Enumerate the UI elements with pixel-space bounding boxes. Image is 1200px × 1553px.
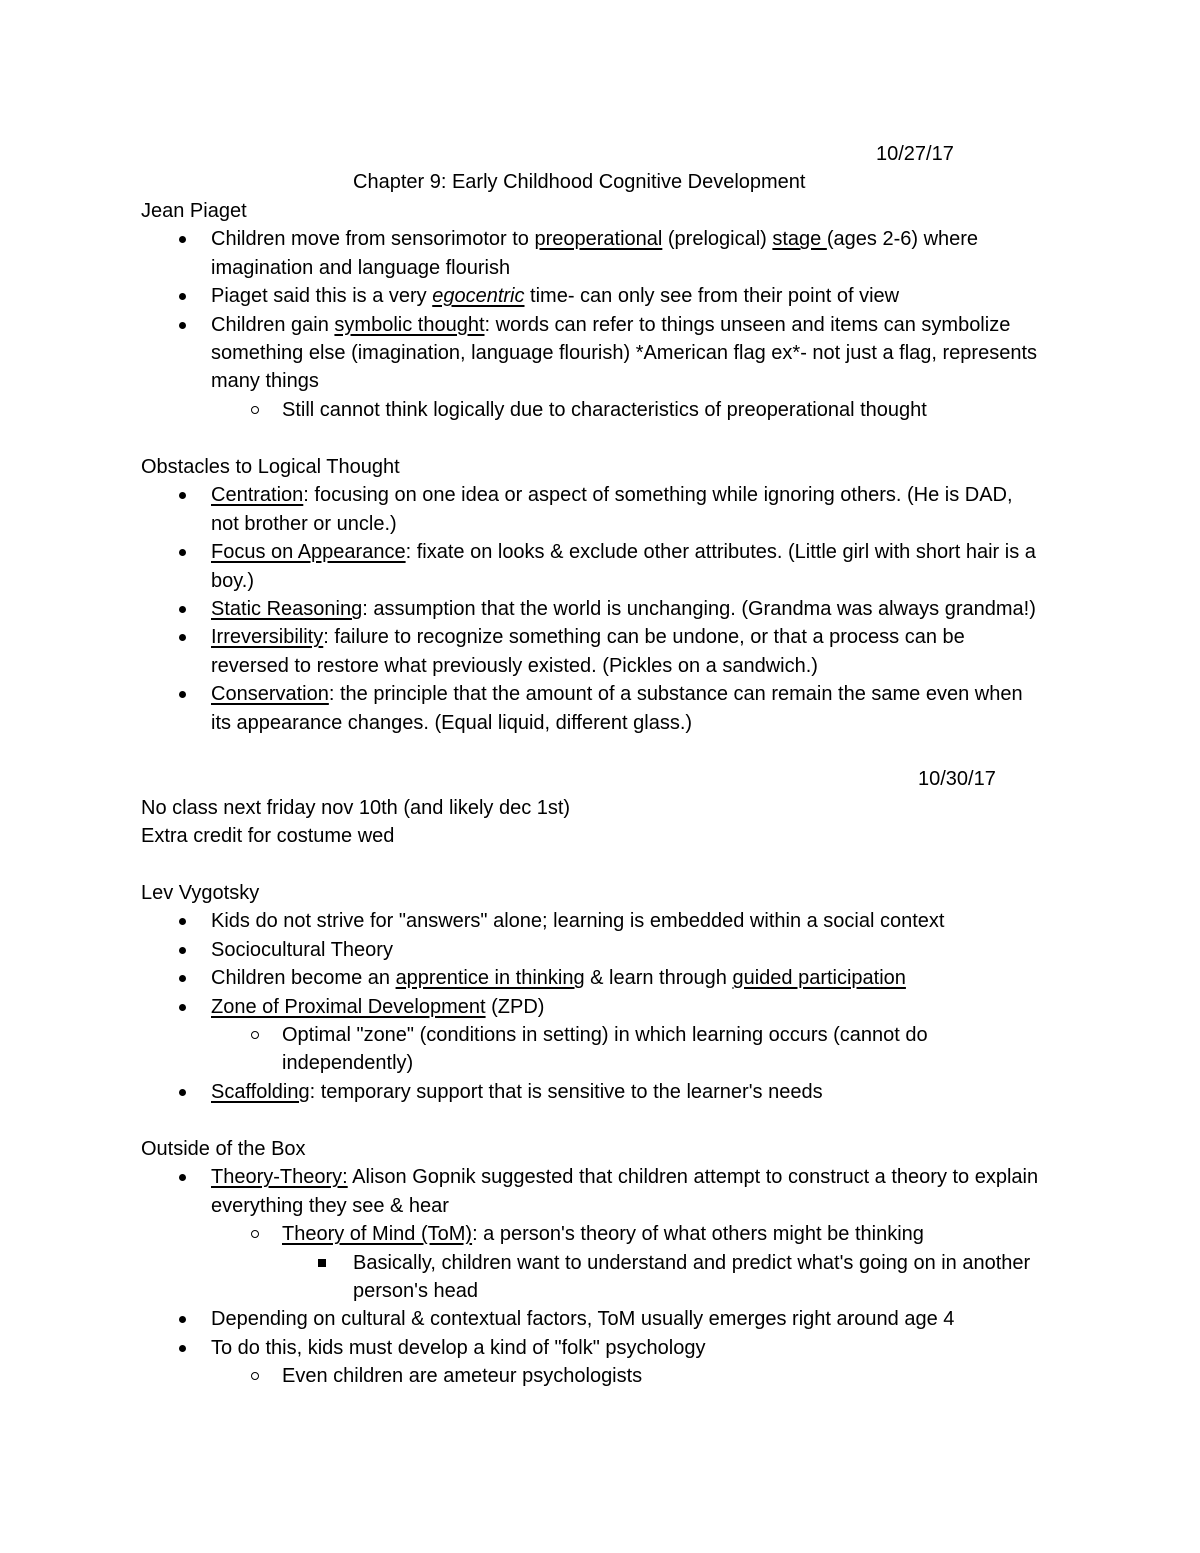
text-span: : words can refer to things unseen and items can symbolize something else (imagination, language flourish) *American flag ex*- not just a flag, represents many things	[211, 313, 1037, 393]
list-item	[141, 907, 1041, 935]
section-piaget	[141, 197, 1061, 424]
list-item	[141, 1163, 1041, 1305]
bullet-list	[141, 1163, 1041, 1390]
list-item	[141, 311, 1061, 425]
hollow-bullet-icon	[251, 406, 259, 414]
sub-sub-list	[282, 1249, 1041, 1306]
underlined-term: apprentice in thinking	[395, 967, 585, 990]
section-heading-obstacles: Obstacles to Logical Thought	[141, 456, 400, 478]
text-span: Depending on cultural & contextual factors, ToM usually emerges right around age 4	[211, 1308, 955, 1331]
text-span: Kids do not strive for "answers" alone; learning is embedded within a social context	[211, 910, 945, 933]
underlined-term: Conservation	[211, 683, 329, 706]
sub-list-item	[141, 1021, 1041, 1078]
text-span: Still cannot think logically due to characteristics of preoperational thought	[282, 398, 927, 421]
underlined-term: Scaffolding	[211, 1080, 310, 1103]
hollow-bullet-icon	[251, 1031, 259, 1039]
section-notes	[141, 794, 1041, 851]
section-heading-piaget: Jean Piaget	[141, 200, 247, 222]
bullet-icon	[179, 293, 186, 300]
text-span: (ZPD)	[485, 995, 545, 1018]
text-span: : the principle that the amount of a substance can remain the same even when its appearance changes. (Equal liquid, different glass.)	[211, 683, 1023, 734]
bullet-list	[141, 907, 1041, 1106]
note-line: No class next friday nov 10th (and likely dec 1st)	[141, 797, 571, 819]
list-item	[141, 1305, 1041, 1333]
bullet-list	[141, 481, 1041, 737]
list-item	[141, 964, 1041, 992]
list-item	[141, 595, 1041, 623]
list-item	[141, 1078, 1041, 1106]
list-item	[141, 282, 1061, 310]
square-bullet-icon	[318, 1259, 326, 1267]
underlined-term: symbolic thought	[334, 313, 485, 336]
bullet-icon	[179, 947, 186, 954]
underlined-term: egocentric	[432, 285, 525, 308]
text-span: (prelogical)	[662, 228, 773, 251]
text-span: Children move from sensorimotor to	[211, 228, 535, 251]
bullet-icon	[179, 1004, 186, 1011]
bullet-icon	[179, 975, 186, 982]
hollow-bullet-icon	[251, 1372, 259, 1380]
list-item	[141, 481, 1041, 538]
hollow-bullet-icon	[251, 1230, 259, 1238]
sub-list	[211, 1220, 1041, 1305]
bullet-icon	[179, 492, 186, 499]
date-heading: 10/30/17	[918, 768, 996, 790]
text-span: Children become an	[211, 967, 396, 990]
section-obstacles	[141, 453, 1041, 737]
text-span: & learn through	[584, 967, 733, 990]
text-span: : assumption that the world is unchanging. (Grandma was always grandma!)	[362, 598, 1036, 621]
section-vygotsky	[141, 879, 1041, 1106]
note-line: Extra credit for costume wed	[141, 825, 395, 848]
underlined-term: Irreversibility	[211, 626, 324, 649]
text-span: : fixate on looks & exclude other attributes. (Little girl with short hair is a boy.)	[211, 541, 1036, 592]
underlined-term: Centration	[211, 484, 304, 507]
text-span: : temporary support that is sensitive to the learner's needs	[309, 1080, 823, 1103]
underlined-term: stage	[772, 228, 827, 251]
underlined-term: Static Reasoning	[211, 598, 363, 621]
bullet-icon	[179, 606, 186, 613]
bullet-icon	[179, 236, 186, 243]
bullet-icon	[179, 1089, 186, 1096]
sub-list-item	[141, 396, 1061, 424]
underlined-term: Theory-Theory:	[211, 1166, 348, 1189]
text-span: Piaget said this is a very	[211, 285, 433, 308]
list-item	[141, 680, 1041, 737]
underlined-term: guided participation	[732, 967, 906, 990]
list-item	[141, 1334, 1041, 1391]
sub-list	[211, 1362, 1041, 1390]
text-span: : a person's theory of what others might be thinking	[472, 1223, 924, 1246]
list-item	[141, 623, 1041, 680]
date-heading: 10/27/17	[876, 143, 954, 165]
bullet-icon	[179, 1174, 186, 1181]
sub-sub-list-item	[141, 1249, 1041, 1306]
text-span: Sociocultural Theory	[211, 938, 393, 961]
underlined-term: Theory of Mind (ToM)	[282, 1223, 473, 1246]
section-outside	[141, 1135, 1041, 1391]
bullet-icon	[179, 918, 186, 925]
bullet-icon	[179, 1316, 186, 1323]
text-span: (ages 2-6) where imagination and language flourish	[211, 228, 979, 279]
page-title: Chapter 9: Early Childhood Cognitive Development	[353, 171, 806, 193]
text-span: Optimal "zone" (conditions in setting) in which learning occurs (cannot do independently)	[282, 1024, 928, 1075]
underlined-term: Focus on Appearance	[211, 541, 406, 564]
text-span: : failure to recognize something can be undone, or that a process can be reversed to restore what previously existed. (Pickles on a sandwich.)	[211, 626, 965, 677]
text-span: Even children are ameteur psychologists	[282, 1365, 643, 1388]
bullet-icon	[179, 1345, 186, 1352]
text-span: Basically, children want to understand and predict what's going on in another person's head	[353, 1251, 1031, 1303]
text-span: Alison Gopnik suggested that children attempt to construct a theory to explain everything they see & hear	[211, 1166, 1039, 1217]
underlined-term: Zone of Proximal Development	[211, 995, 486, 1018]
bullet-icon	[179, 322, 186, 329]
bullet-list	[141, 225, 1061, 424]
sub-list	[211, 396, 1061, 424]
sub-list	[211, 1021, 1041, 1078]
text-span: time- can only see from their point of view	[524, 285, 900, 308]
text-span: : focusing on one idea or aspect of something while ignoring others. (He is DAD, not brother or uncle.)	[211, 484, 1013, 535]
sub-list-item	[141, 1220, 1041, 1305]
bullet-icon	[179, 549, 186, 556]
bullet-icon	[179, 691, 186, 698]
text-span: To do this, kids must develop a kind of "folk" psychology	[211, 1336, 706, 1359]
section-heading-outside: Outside of the Box	[141, 1138, 306, 1160]
bullet-icon	[179, 634, 186, 641]
underlined-term: preoperational	[534, 228, 663, 251]
list-item	[141, 538, 1041, 595]
list-item	[141, 993, 1041, 1078]
sub-list-item	[141, 1362, 1041, 1390]
list-item	[141, 936, 1041, 964]
text-span: Children gain	[211, 313, 335, 336]
list-item	[141, 225, 1061, 282]
section-heading-vygotsky: Lev Vygotsky	[141, 882, 260, 904]
